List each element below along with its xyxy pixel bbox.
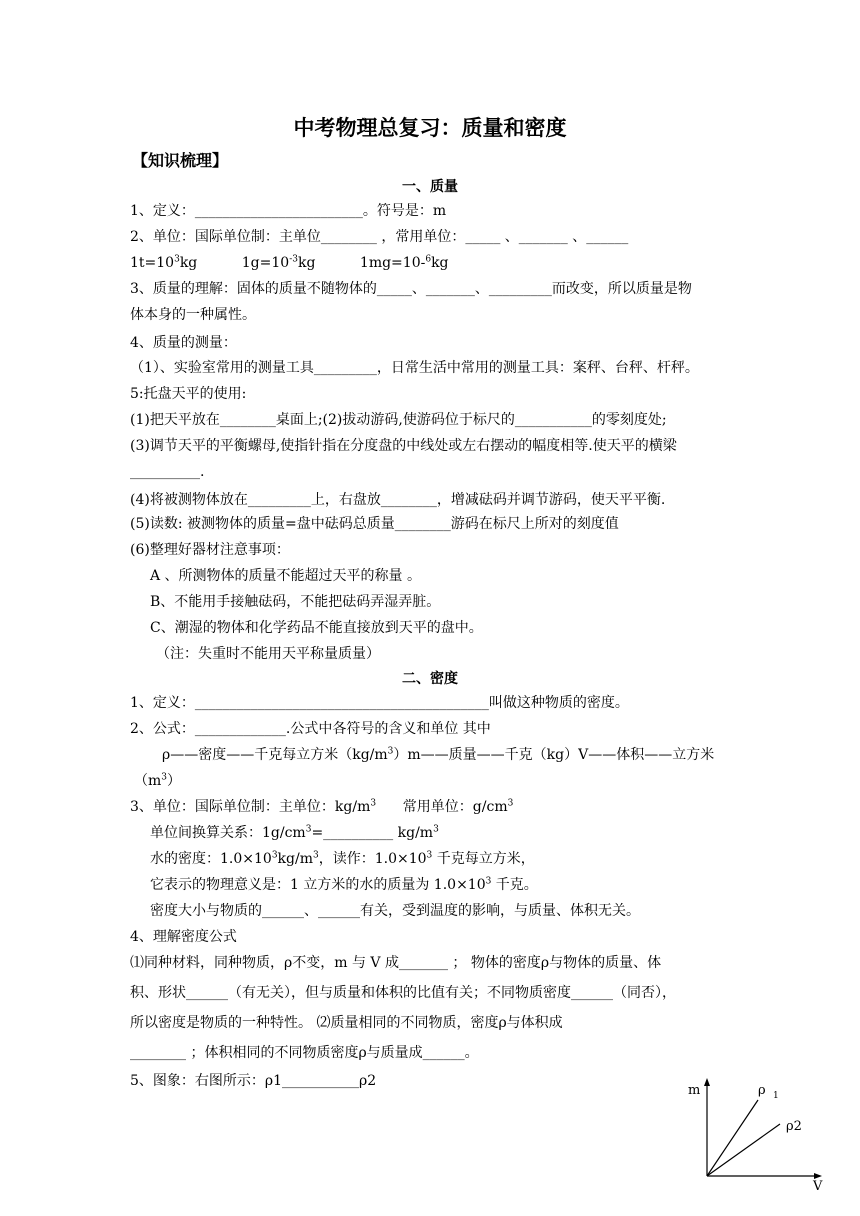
physical-meaning: 它表示的物理意义是：1 立方米的水的质量为 $1.0\times 10^3$ 千克。: [150, 876, 538, 893]
part2-heading: 二、密度: [402, 671, 458, 687]
formula-point-2: 所以密度是物质的一种特性。 ⑵质量相同的不同物质，密度ρ与体积成: [130, 1015, 563, 1031]
mass-measurement: 4、质量的测量：: [130, 335, 237, 351]
density-factors: 密度大小与物质的______、______有关，受到温度的影响，与质量、体积无关。: [150, 903, 640, 919]
unit-conversion: 单位间换算关系：$1g/cm^3=\_\_\_\_\_\_\_\_\_\_$ $kg/m^3$: [150, 824, 439, 841]
note-b: B、不能用手接触砝码，不能把砝码弄湿弄脏。: [150, 594, 441, 610]
balance-step-6: (6)整理好器材注意事项：: [130, 542, 290, 558]
formula-point-1-cont: 积、形状______（有无关），但与质量和体积的比值有关；不同物质密度______（同否），: [130, 985, 676, 1001]
density-definition: 1、定义：__________________________________________叫做这种物质的密度。: [130, 695, 629, 711]
rho1-subscript: 1: [773, 1091, 779, 1101]
line-rho1: [707, 1100, 758, 1176]
balance-usage: 5:托盘天平的使用:: [130, 386, 247, 402]
mass-conversions: $1t=10^3kg$ $1g=10^{-3}kg$ 1mg=10-$^6$kg: [130, 254, 449, 271]
water-density: 水的密度：$1.0\times 10^3kg/m^3$，读作：$1.0\times 10^3$ 千克每立方米，: [150, 850, 535, 867]
formula-point-2-cont: ________ ；体积相同的不同物质密度ρ与质量成______。: [130, 1045, 479, 1061]
balance-step-1-2: (1)把天平放在________桌面上;(2)拔动游码,使游码位于标尺的___________的零刻度处;: [130, 412, 667, 428]
line-rho2: [707, 1124, 780, 1176]
note-c: C、潮湿的物体和化学药品不能直接放到天平的盘中。: [150, 620, 483, 636]
density-graph-svg: [680, 1072, 830, 1192]
balance-step-3-line1: (3)调节天平的平衡螺母,使指针指在分度盘的中线处或左右摆动的幅度相等.使天平的横梁: [130, 438, 677, 454]
mass-understanding-line1: 3、质量的理解：固体的质量不随物体的_____、_______、_________而改变，所以质量是物: [130, 281, 692, 297]
note-weightless: （注：失重时不能用天平称量质量）: [156, 646, 380, 662]
density-formula: 2、公式：_____________.公式中各符号的含义和单位 其中: [130, 721, 491, 737]
mass-units: 2、单位：国际单位制：主单位________ ，常用单位：_____ 、_______ 、______: [130, 229, 629, 245]
section-heading: 【知识梳理】: [132, 151, 229, 170]
symbol-meanings: ρ——密度——千克每立方米$(kg/m^3)m——$质量——千克（kg）V——体积——立方米: [162, 746, 715, 763]
mass-understanding-line2: 体本身的一种属性。: [130, 307, 256, 323]
y-axis-arrow-icon: [704, 1078, 710, 1086]
understand-formula: 4、理解密度公式: [130, 929, 237, 945]
symbol-meanings-cont: $(m^3)$: [134, 772, 182, 789]
rho2-label: ρ2: [786, 1119, 802, 1134]
part1-heading: 一、质量: [402, 179, 458, 195]
formula-point-1: ⑴同种材料，同种物质，ρ不变，m 与 V 成_______ ； 物体的密度ρ与物体的质量、体: [130, 955, 662, 971]
measurement-tools: （1）、实验室常用的测量工具_________，日常生活中常用的测量工具：案秤、台秤、杆秤。: [130, 360, 699, 376]
page-title: 中考物理总复习：质量和密度: [293, 116, 567, 140]
balance-step-3-line2: __________.: [130, 464, 205, 480]
graph-question: 5、图象：右图所示：ρ1___________ρ2: [130, 1073, 377, 1089]
density-units: 3、单位：国际单位制：主单位：$kg/m^3$ 常用单位：$g/cm^3$: [130, 798, 514, 815]
x-axis-label: V: [813, 1179, 823, 1192]
balance-step-4: (4)将被测物体放在_________上，右盘放________，增减砝码并调节游码，使天平平衡.: [130, 492, 666, 508]
note-a: A 、所测物体的质量不能超过天平的称量 。: [150, 568, 422, 584]
density-graph: [680, 1072, 830, 1192]
y-axis-label: m: [688, 1083, 701, 1098]
mass-definition: 1、定义：________________________。符号是：m: [130, 203, 447, 219]
rho1-label: ρ: [758, 1083, 766, 1098]
balance-step-5: (5)读数: 被测物体的质量=盘中砝码总质量________游码在标尺上所对的刻度值: [130, 516, 619, 532]
